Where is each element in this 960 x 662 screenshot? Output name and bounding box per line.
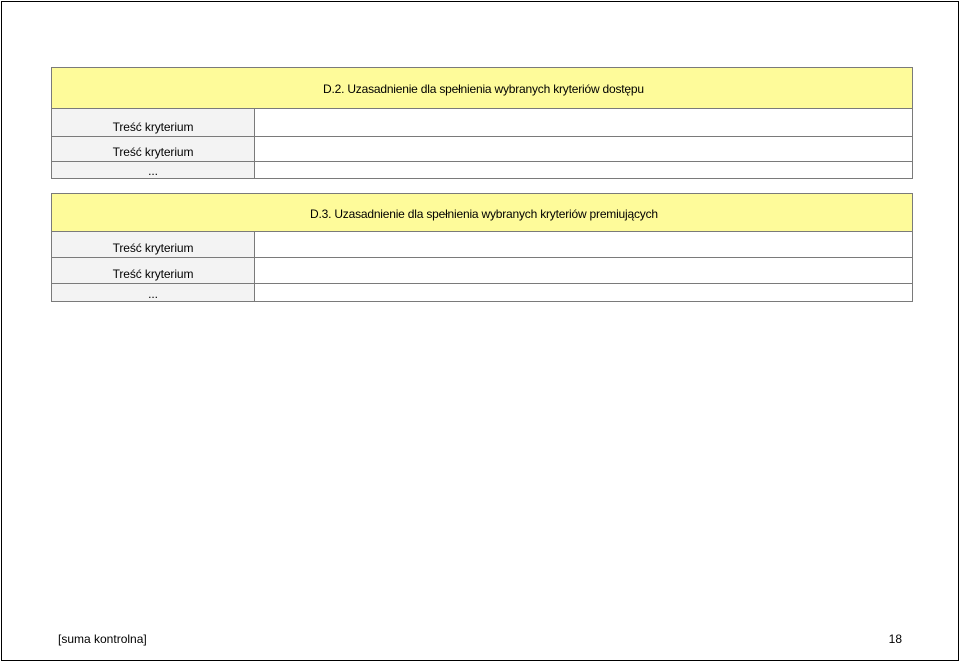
criterion-justification-field[interactable] <box>255 232 912 257</box>
criterion-justification-field[interactable] <box>255 109 912 136</box>
section-d2 <box>51 67 913 179</box>
table-row <box>51 162 913 179</box>
section-d3-header <box>51 193 913 232</box>
criterion-justification-field[interactable] <box>255 162 912 178</box>
table-row <box>51 137 913 162</box>
table-row <box>51 109 913 137</box>
criterion-label: Treść kryterium <box>52 109 255 136</box>
section-d3-title: D.3. Uzasadnienie dla spełnienia wybranych kryteriów premiujących <box>310 207 658 221</box>
criterion-label: ... <box>52 162 255 178</box>
section-d3 <box>51 193 913 302</box>
section-d2-header <box>51 67 913 109</box>
criterion-justification-field[interactable] <box>255 258 912 283</box>
criterion-label: Treść kryterium <box>52 258 255 283</box>
table-row <box>51 258 913 284</box>
criterion-label: Treść kryterium <box>52 232 255 257</box>
criterion-justification-field[interactable] <box>255 137 912 161</box>
criterion-justification-field[interactable] <box>255 284 912 301</box>
criterion-label: Treść kryterium <box>52 137 255 161</box>
table-row <box>51 284 913 302</box>
table-row <box>51 232 913 258</box>
checksum-label: [suma kontrolna] <box>58 632 147 646</box>
criterion-label: ... <box>52 284 255 301</box>
section-d2-title: D.2. Uzasadnienie dla spełnienia wybranych kryteriów dostępu <box>323 82 644 96</box>
page-number: 18 <box>888 632 902 646</box>
